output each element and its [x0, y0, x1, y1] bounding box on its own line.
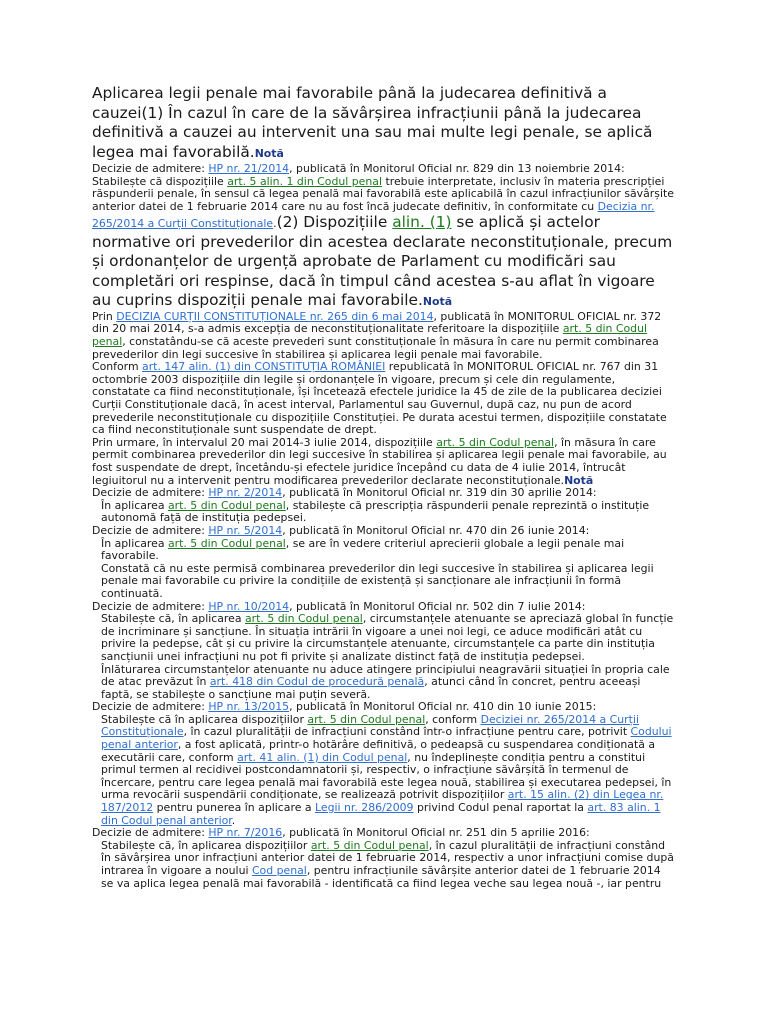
law-link[interactable]: art. 5 din Codul penal — [92, 322, 648, 349]
decision-link[interactable]: HP nr. 2/2014 — [208, 486, 283, 500]
urmare-paragraph: Prin urmare, în intervalul 20 mai 2014-3 iulie 2014, dispozițiile art. 5 din Codul penal, în măsura în care permit combinarea prevederilor din legi succesive în stabilirea și aplicarea legii penale mai favorabile, au fost suspendate de drept, încetându-și efectele juridice începând cu data de 4 iulie 2014, întrucât legiuitorul nu a intervenit pentru modificarea prevederilor declarate neconstituționale.Notă — [92, 435, 667, 487]
law-link[interactable]: art. 15 alin. (2) din Legea nr. 187/2012 — [101, 788, 664, 815]
decision-link[interactable]: HP nr. 13/2015 — [208, 700, 290, 714]
decision-hp-5-2014: Decizie de admitere: HP nr. 5/2014, publicată în Monitorul Oficial nr. 470 din 26 iunie 2014: În aplicarea art. 5 din Codul penal, se are în vedere criteriul aprecierii globale a legii penale mai favorabile. Constată că nu este permisă combinarea prevederilor din legi succesive în stabilirea și aplicarea legii penale mai favorabile cu privire la condițiile de existență și sancționare ale infracțiunii în formă continuată. — [92, 523, 654, 600]
intro-paragraph — [92, 84, 674, 163]
law-link[interactable]: Codului penal anterior — [101, 725, 672, 752]
alin-1-link[interactable]: alin. (1) — [392, 213, 452, 232]
law-link[interactable]: art. 5 din Codul penal — [167, 536, 286, 550]
decision-link[interactable]: HP nr. 7/2016 — [208, 826, 283, 840]
law-link[interactable]: DECIZIA CURȚII CONSTITUȚIONALE nr. 265 din 6 mai 2014 — [116, 309, 434, 323]
law-link[interactable]: art. 5 din Codul penal — [436, 435, 555, 449]
law-link[interactable]: Deciziei nr. 265/2014 a Curții Constituționale — [101, 712, 639, 739]
paragraph-2: (2) Dispozițiile alin. (1) se aplică și actelor normative ori prevederilor din acestea declarate neconstituționale, precum și ordonanțelor de urgență aprobate de Parlament cu modificări sau completări ori respinse, dacă în timpul când acestea s-au aflat în vigoare au cuprins dispoziții penale mai favorabile. — [92, 213, 673, 310]
law-link[interactable]: art. 41 alin. (1) din Codul penal — [237, 750, 408, 764]
decision-link[interactable]: HP nr. 10/2014 — [208, 599, 290, 613]
document-body — [92, 84, 674, 890]
conform-paragraph: Conform art. 147 alin. (1) din CONSTITUȚIA ROMÂNIEI republicată în MONITORUL OFICIAL nr. 767 din 31 octombrie 2003 dispozițiile din legile și ordonanțele în vigoare, precum și cele din regulamente, constatate ca fiind neconstituționale, își încetează efectele juridice la 45 de zile de la publicarea deciziei Curții Constituționale dacă, în acest interval, Parlamentul sau Guvernul, după caz, nu pun de acord prevederile neconstituționale cu dispozițiile Constituției. Pe durata acestui termen, dispozițiile constatate ca fiind neconstituționale sunt suspendate de drept. — [92, 360, 667, 437]
nota-link[interactable]: Notă — [422, 295, 453, 309]
law-link[interactable]: art. 147 alin. (1) din CONSTITUȚIA ROMÂNIEI — [142, 360, 386, 374]
nota-link[interactable]: Notă — [564, 473, 594, 487]
law-link[interactable]: art. 83 alin. 1 din Codul penal anterior — [101, 801, 661, 827]
law-link[interactable]: art. 418 din Codul de procedură penală — [209, 675, 425, 689]
decision-hp-7-2016: Decizie de admitere: HP nr. 7/2016, publicată în Monitorul Oficial nr. 251 din 5 aprilie 2016: Stabilește că, în aplicarea dispozițiilor art. 5 din Codul penal, în cazul pluralității de infracțiuni constând în săvârșirea unor infracțiuni anterior datei de 1 februarie 2014, respectiv a unor infracțiuni comise după intrarea în vigoare a noului Cod penal, pentru infracțiunile săvârșite anterior datei de 1 februarie 2014 se va aplica legea penală mai favorabilă - identificată ca fiind legea veche sau legea nouă -, iar pentru — [92, 826, 674, 890]
law-link[interactable]: art. 5 din Codul penal — [310, 838, 429, 852]
law-link[interactable]: Cod penal — [251, 864, 307, 877]
decision-link[interactable]: HP nr. 5/2014 — [208, 523, 283, 537]
decision-link[interactable]: HP nr. 21/2014 — [208, 162, 290, 175]
decision-hp-21-2014: Decizie de admitere: HP nr. 21/2014, publicată în Monitorul Oficial nr. 829 din 13 noiembrie 2014: Stabilește că dispozițiile art. 5 alin. 1 din Codul penal trebuie interpretate, inclusiv în materia prescripției răspunderii penale, în sensul că legea penală mai favorabilă este aplicabilă în cazul infracțiunilor săvârșite anterior datei de 1 februarie 2014 care nu au fost încă judecate definitiv, în conformitate cu Decizia nr. 265/2014 a Curții Constituționale.(2) Dispozițiile alin. (1) se aplică și actelor normative ori prevederilor din acestea declarate neconstituționale, precum și ordonanțelor de urgență aprobate de Parlament cu modificări sau completări ori respinse, dacă în timpul când acestea s-au aflat în vigoare au cuprins dispoziții penale mai favorabile.Notă — [92, 162, 674, 310]
decision-hp-13-2015: Decizie de admitere: HP nr. 13/2015, publicată în Monitorul Oficial nr. 410 din 10 iunie 2015: Stabilește că în aplicarea dispozițiilor art. 5 din Codul penal, conform Deciziei nr. 265/2014 a Curții Constituționale, în cazul pluralității de infracțiuni constând într-o infracțiune pentru care, potrivit Codului penal anterior, a fost aplicată, printr-o hotărâre definitivă, o pedeapsă cu suspendarea condiționată a executării care, conform art. 41 alin. (1) din Codul penal, nu îndeplinește condiția pentru a constitui primul termen al recidivei postcondamnatorii și, respectiv, o infracțiune săvârșită în termenul de încercare, pentru care legea penală mai favorabilă este legea nouă, stabilirea și executarea pedepsei, în urma revocării suspendării condiționate, se realizează potrivit dispozițiilor art. 15 alin. (2) din Legea nr. 187/2012 pentru punerea în aplicare a Legii nr. 286/2009 privind Codul penal raportat la art. 83 alin. 1 din Codul penal anterior. — [92, 700, 672, 827]
paragraph-1-text: (1) În cazul în care de la săvârșirea infracțiunii până la judecarea definitivă a cauzei au intervenit una sau mai multe legi penale, se aplică legea mai favorabilă. — [92, 103, 653, 161]
article-heading: Aplicarea legii penale mai favorabile până la judecarea definitivă a cauzei — [92, 84, 607, 122]
nota-link[interactable]: Notă — [254, 146, 284, 160]
law-link[interactable]: art. 5 din Codul penal — [307, 712, 426, 726]
law-link[interactable]: art. 5 alin. 1 din Codul penal — [227, 174, 382, 188]
law-link[interactable]: art. 5 din Codul penal — [244, 612, 363, 626]
decision-hp-10-2014: Decizie de admitere: HP nr. 10/2014, publicată în Monitorul Oficial nr. 502 din 7 iulie 2014: Stabilește că, în aplicarea art. 5 din Codul penal, circumstanțele atenuante se apreciază global în funcție de incriminare și sancțiune. În situația intrării în vigoare a unei noi legi, ce aduce modificări atât cu privire la pedepse, cât și cu privire la circumstanțele atenuante, circumstanțele ca parte din instituția sancțiunii unei infracțiuni nu pot fi privite și analizate distinct față de instituția pedepsei. Înlăturarea circumstanțelor atenuante nu aduce atingere principiului neagravării situației în propria cale de atac prevăzut în art. 418 din Codul de procedură penală, atunci când în concret, pentru aceeași faptă, se stabilește o sancțiune mai puțin severă. — [92, 599, 674, 701]
law-link[interactable]: art. 5 din Codul penal — [167, 498, 286, 512]
decision-text: Stabilește că dispozițiile art. 5 alin. 1 din Codul penal trebuie interpretate, inclusiv în materia prescripției răspunderii penale, în sensul că legea penală mai favorabilă este aplicabilă în cazul infracțiunilor săvârșite anterior datei de 1 februarie 2014 care nu au fost încă judecate definitiv, în conformitate cu Decizia nr. 265/2014 a Curții Constituționale. — [92, 174, 674, 231]
decision-hp-2-2014: Decizie de admitere: HP nr. 2/2014, publicată în Monitorul Oficial nr. 319 din 30 aprilie 2014: În aplicarea art. 5 din Codul penal, stabilește că prescripția răspunderii penale reprezintă o instituție autonomă față de instituția pedepsei. — [92, 486, 650, 525]
law-link[interactable]: Decizia nr. 265/2014 a Curții Constituționale — [92, 199, 655, 231]
law-link[interactable]: Legii nr. 286/2009 — [315, 801, 414, 815]
prin-paragraph: Prin DECIZIA CURȚII CONSTITUȚIONALE nr. 265 din 6 mai 2014, publicată în MONITORUL OFICIAL nr. 372 din 20 mai 2014, s-a admis excepția de neconstituționalitate referitoare la dispozițiile art. 5 din Codul penal, constatându-se că aceste prevederi sunt constituționale în măsura în care nu permit combinarea prevederilor din legi succesive în stabilirea și aplicarea legii penale mai favorabile. — [92, 309, 662, 361]
